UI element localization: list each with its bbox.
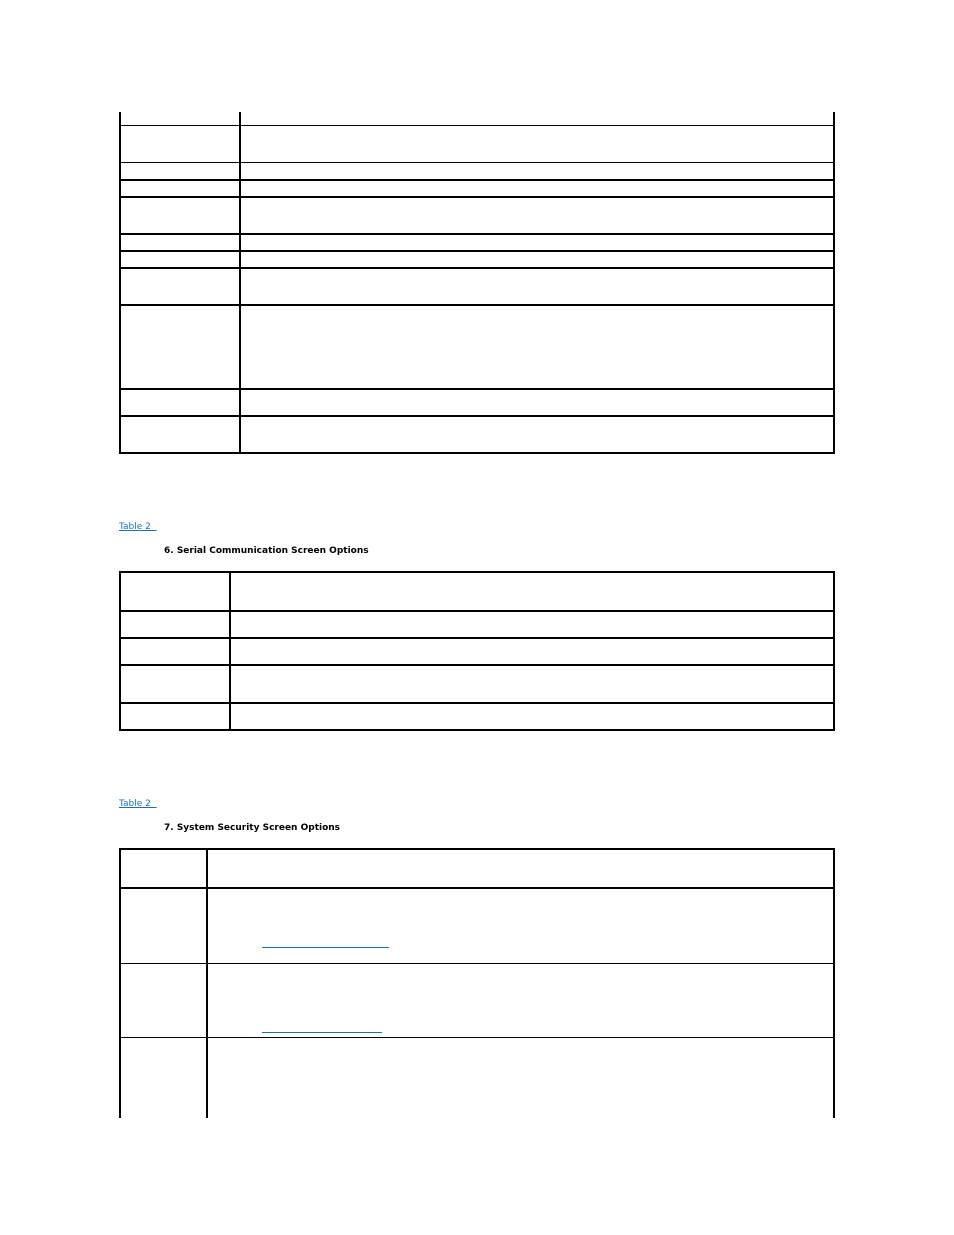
table-2-link[interactable]: Table 2 xyxy=(119,522,157,532)
section-heading-system-security: 7. System Security Screen Options xyxy=(164,823,341,833)
section-heading-serial-communication: 6. Serial Communication Screen Options xyxy=(164,546,369,556)
table-2-link[interactable]: Table 2 xyxy=(119,799,157,809)
password-link-underline[interactable] xyxy=(262,1032,382,1033)
password-link-underline[interactable] xyxy=(262,947,389,948)
